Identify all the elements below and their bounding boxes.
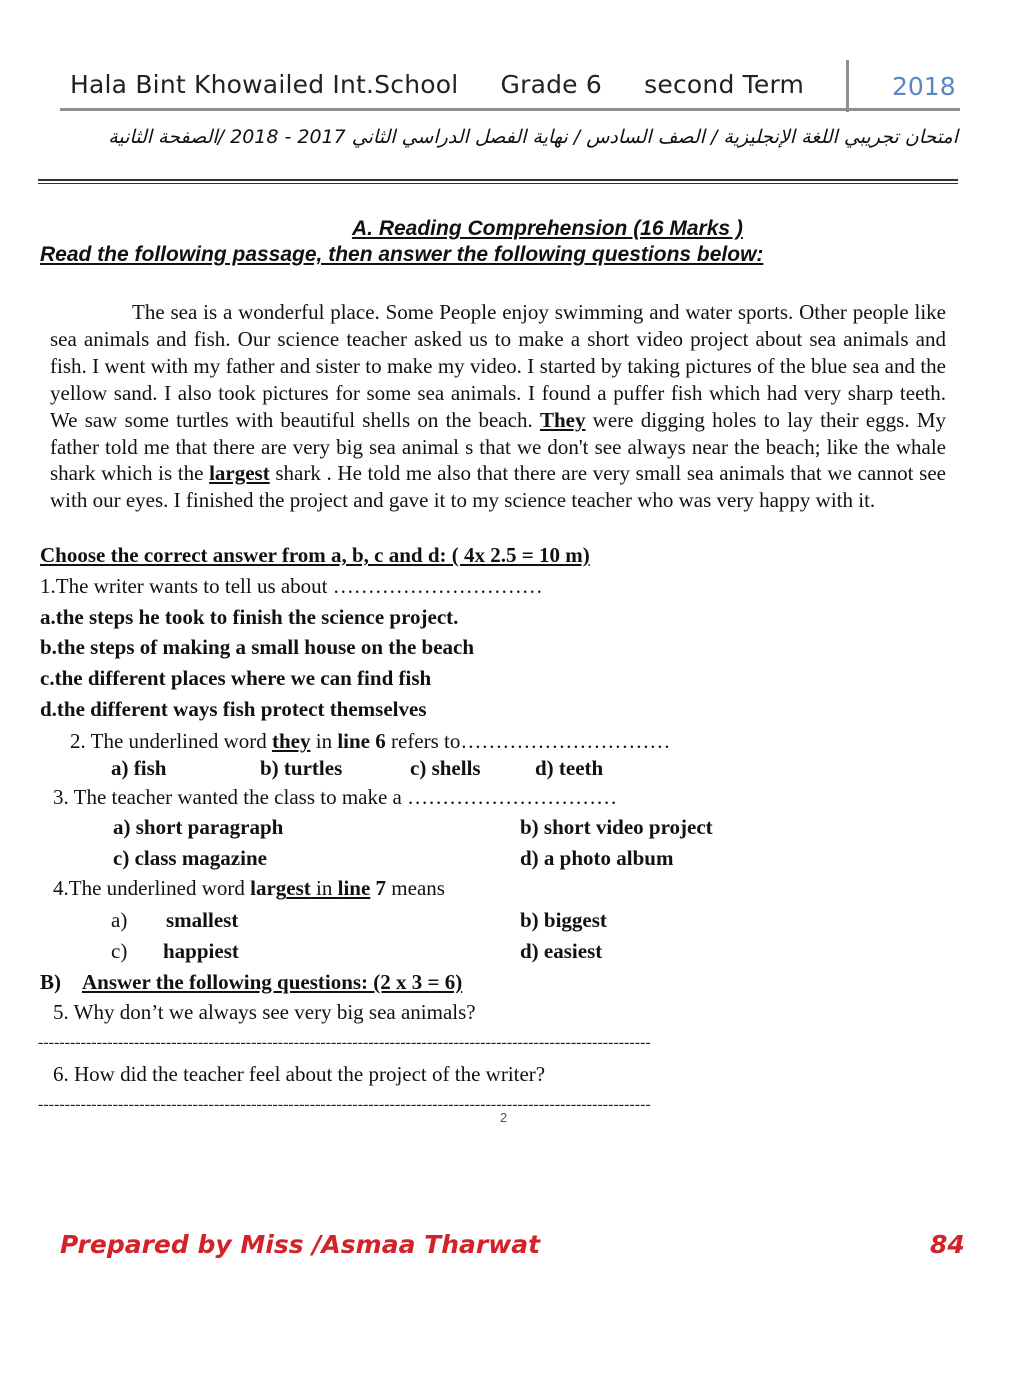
q1-option-a[interactable]: a.the steps he took to finish the science project. — [40, 605, 459, 629]
q2-option-a[interactable]: a) fish — [111, 756, 167, 780]
q4-line-number: 7 — [370, 876, 387, 900]
q3-option-d[interactable]: d) a photo album — [520, 846, 674, 870]
double-rule-top — [38, 179, 958, 181]
header-divider-vertical — [846, 60, 849, 112]
q6-answer-line[interactable]: ------------------------------------------------------------------------------------------------------------------- — [38, 1096, 651, 1113]
q1-option-d[interactable]: d.the different ways fish protect themselves — [40, 697, 427, 721]
header-year: 2018 — [892, 72, 956, 101]
q4-stem-mid: in — [310, 876, 338, 900]
section-a-instruction: Read the following passage, then answer the following questions below: — [40, 243, 764, 266]
q4-stem — [53, 876, 445, 901]
q4-option-a-letter: a) — [111, 908, 128, 932]
q4-word-part1: larg — [250, 876, 287, 900]
q1-stem: 1.The writer wants to tell us about ………………………… — [40, 574, 543, 598]
section-b-heading: Answer the following questions: (2 x 3 = 6) — [82, 970, 463, 994]
term-label: second Term — [644, 70, 805, 99]
q1-option-c[interactable]: c.the different places where we can find fish — [40, 666, 432, 690]
arabic-subtitle: امتحان تجريبي اللغة الإنجليزية / الصف السادس / نهاية الفصل الدراسي الثاني 2017 - 2018 /الصفحة الثانية — [108, 126, 958, 148]
underlined-word-they: They — [539, 407, 586, 432]
q2-line-ref: line 6 — [337, 729, 386, 753]
double-rule-bottom — [38, 183, 958, 184]
grade-label: Grade 6 — [500, 70, 603, 99]
q3-option-c[interactable]: c) class magazine — [113, 846, 267, 870]
q4-option-c[interactable]: happiest — [163, 939, 239, 963]
section-a-title: A. Reading Comprehension (16 Marks ) — [352, 217, 743, 240]
q6-text: 6. How did the teacher feel about the project of the writer? — [53, 1062, 546, 1086]
q4-stem-post: means — [386, 876, 445, 900]
q4-option-a[interactable]: smallest — [166, 908, 239, 932]
q2-stem-pre: 2. The underlined word — [70, 729, 272, 753]
school-name: Hala Bint Khowailed Int.School — [70, 70, 459, 99]
q3-option-b[interactable]: b) short video project — [520, 815, 713, 839]
q4-option-b[interactable]: b) biggest — [520, 908, 607, 932]
passage-part-2: were digging holes to lay their eggs. My father told me that there are very big sea animal s that we don't see always near the beach; like the whale shark which is the — [50, 407, 946, 486]
header-rule — [60, 108, 960, 111]
q2-option-c[interactable]: c) shells — [410, 756, 481, 780]
passage-part-3: shark . He told me also that there are very small sea animals that we cannot see with our eyes. I finished the project and gave it to my science teacher who was very happy with it. — [50, 461, 946, 513]
mcq-heading: Choose the correct answer from a, b, c and d: ( 4x 2.5 = 10 m) — [40, 543, 590, 567]
q2-stem-post: refers to………………………… — [385, 729, 671, 753]
section-b-letter: B) — [40, 970, 61, 994]
footer-prepared-by: Prepared by Miss /Asmaa Tharwat — [60, 1230, 541, 1259]
q2-option-b[interactable]: b) turtles — [260, 756, 343, 780]
q4-line-ref: line — [337, 876, 371, 900]
q2-stem — [70, 729, 670, 754]
q2-option-d[interactable]: d) teeth — [535, 756, 604, 780]
q5-answer-line[interactable]: ------------------------------------------------------------------------------------------------------------------- — [38, 1034, 651, 1051]
q1-option-b[interactable]: b.the steps of making a small house on the beach — [40, 635, 475, 659]
q4-option-d[interactable]: d) easiest — [520, 939, 603, 963]
passage-part-1: The sea is a wonderful place. Some People enjoy swimming and water sports. Other people like sea animals and fish. Our science teacher asked us to make a short video project about sea animals and fish. I went with my father and sister to make my video. I started by taking pictures of the blue sea and the yellow sand. I also took pictures for some sea animals. I found a puffer fish which had very sharp teeth. We saw some turtles with beautiful shells on the beach. — [50, 300, 946, 432]
q5-text: 5. Why don’t we always see very big sea animals? — [53, 1000, 476, 1024]
footer-page-number: 84 — [930, 1230, 965, 1259]
q3-option-a[interactable]: a) short paragraph — [113, 815, 284, 839]
q4-word-part2: est — [286, 876, 311, 900]
underlined-word-largest: largest — [209, 461, 270, 486]
q4-stem-pre: 4.The underlined word — [53, 876, 251, 900]
page-number: 2 — [500, 1110, 508, 1125]
header-title — [70, 70, 804, 99]
q3-stem: 3. The teacher wanted the class to make a ………………………… — [53, 785, 618, 809]
q2-underlined-word: they — [271, 729, 311, 753]
q2-stem-mid: in — [310, 729, 338, 753]
q4-option-c-letter: c) — [111, 939, 128, 963]
reading-passage — [50, 299, 946, 514]
